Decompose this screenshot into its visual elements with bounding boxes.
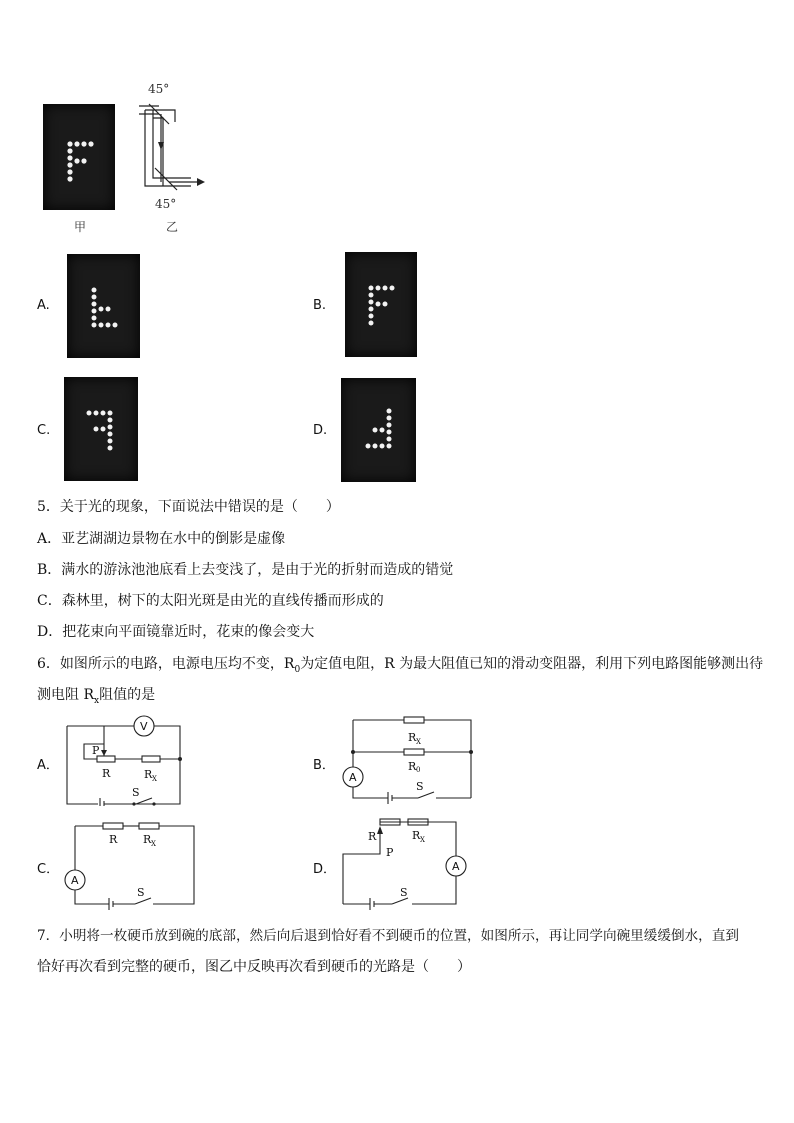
svg-text:S: S [137,886,145,899]
caption-jia: 甲 [74,220,87,234]
svg-text:R: R [144,768,153,781]
circuit-d[interactable] [340,814,470,912]
q5-option-a[interactable]: A．亚艺湖湖边景物在水中的倒影是虚像 [37,531,286,547]
svg-text:R: R [408,731,417,744]
svg-text:R: R [143,833,152,846]
letter-f-dots [43,104,115,210]
q4-option-a-label[interactable]: A. [37,298,50,313]
voltmeter-icon: V [140,720,148,733]
letter-dots-b [345,252,417,357]
svg-text:X: X [416,738,421,746]
svg-text:X: X [420,836,425,844]
svg-text:S: S [400,886,408,899]
svg-text:X: X [151,840,156,848]
q5-option-d[interactable]: D．把花束向平面镜靠近时，花束的像会变大 [37,624,315,640]
svg-text:P: P [92,744,100,757]
q4-option-c-photo[interactable] [64,377,138,481]
q4-option-b-label[interactable]: B. [313,298,327,313]
svg-text:R: R [412,829,421,842]
periscope-diagram [135,82,215,212]
q6-stem-line1: 6．如图所示的电路，电源电压均不变，$R_0$为定值电阻，R 为最大阻值已知的滑动变阻器，利用下列电路图能够测出待 [37,656,764,675]
q4-option-a-photo[interactable] [67,254,140,358]
circuit-c[interactable] [63,818,198,910]
caption-yi: 乙 [166,220,179,234]
angle-top-label: 45° [148,82,170,96]
q5-stem: 5．关于光的现象，下面说法中错误的是（ ） [37,499,340,515]
q5-option-c[interactable]: C．森林里，树下的太阳光斑是由光的直线传播而形成的 [37,593,384,609]
q4-option-b-photo[interactable] [345,252,417,357]
svg-text:R: R [408,760,417,773]
ammeter-icon: A [71,874,79,887]
circuit-b[interactable] [340,714,475,806]
svg-text:S: S [132,786,140,799]
circuit-a[interactable] [62,714,187,806]
q4-option-c-label[interactable]: C. [37,423,51,438]
q6-stem-line2: 测电阻 $R_x$阻值的是 [37,687,156,706]
q4-option-d-label[interactable]: D. [313,423,328,438]
svg-text:R: R [109,833,118,846]
ammeter-icon: A [452,860,460,873]
svg-text:S: S [416,780,424,793]
q4-option-d-photo[interactable] [341,378,416,482]
angle-bottom-label: 45° [155,197,177,211]
q6-option-a-label[interactable]: A． [37,758,59,773]
letter-dots-c [64,377,138,481]
svg-text:X: X [152,775,157,783]
svg-text:P: P [386,846,394,859]
ammeter-icon: A [349,771,357,784]
q6-option-b-label[interactable]: B． [313,758,335,773]
q6-option-d-label[interactable]: D． [313,862,337,877]
svg-text:R: R [368,830,377,843]
svg-text:R: R [102,767,111,780]
q5-option-b[interactable]: B．满水的游泳池池底看上去变浅了，是由于光的折射而造成的错觉 [37,562,454,578]
figure-jia-photo [43,104,115,210]
q6-option-c-label[interactable]: C． [37,862,60,877]
q7-stem-line1: 7．小明将一枚硬币放到碗的底部，然后向后退到恰好看不到硬币的位置，如图所示，再让同学向碗里缓缓倒水，直到 [37,928,739,944]
letter-dots-a [67,254,140,358]
svg-text:0: 0 [416,766,421,774]
letter-dots-d [341,378,416,482]
q7-stem-line2: 恰好再次看到完整的硬币，图乙中反映再次看到硬币的光路是（ ） [37,959,471,975]
